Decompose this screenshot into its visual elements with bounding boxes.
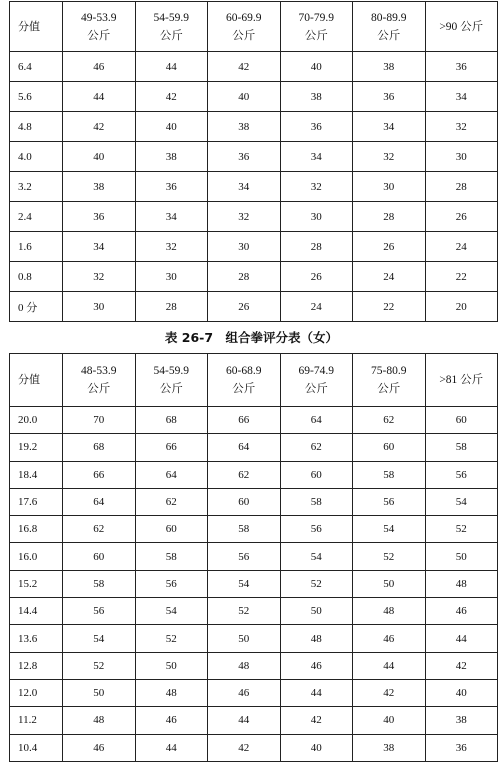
value-cell: 32 bbox=[208, 202, 281, 232]
value-cell: 32 bbox=[135, 232, 208, 262]
score-cell: 0 分 bbox=[10, 292, 63, 322]
column-header-weight bbox=[135, 2, 208, 52]
value-cell: 36 bbox=[208, 142, 281, 172]
value-cell: 58 bbox=[425, 434, 498, 461]
value-cell: 32 bbox=[280, 172, 353, 202]
score-cell: 1.6 bbox=[10, 232, 63, 262]
header-line: 49-53.9 bbox=[81, 11, 117, 24]
value-cell: 50 bbox=[63, 679, 136, 706]
value-cell: 26 bbox=[425, 202, 498, 232]
value-cell: 52 bbox=[208, 598, 281, 625]
value-cell: 40 bbox=[280, 734, 353, 761]
value-cell: 44 bbox=[135, 734, 208, 761]
value-cell: 50 bbox=[280, 598, 353, 625]
column-header-weight bbox=[353, 354, 426, 407]
table-row bbox=[10, 625, 498, 652]
value-cell: 28 bbox=[280, 232, 353, 262]
value-cell: 60 bbox=[135, 516, 208, 543]
value-cell: 32 bbox=[425, 112, 498, 142]
table-row bbox=[10, 82, 498, 112]
value-cell: 22 bbox=[353, 292, 426, 322]
value-cell: 48 bbox=[135, 679, 208, 706]
score-cell: 18.4 bbox=[10, 461, 63, 488]
column-header-weight bbox=[63, 2, 136, 52]
value-cell: 44 bbox=[280, 679, 353, 706]
value-cell: 58 bbox=[353, 461, 426, 488]
value-cell: 50 bbox=[353, 570, 426, 597]
value-cell: 38 bbox=[425, 707, 498, 734]
value-cell: 36 bbox=[135, 172, 208, 202]
value-cell: 64 bbox=[135, 461, 208, 488]
value-cell: 34 bbox=[353, 112, 426, 142]
column-header-weight bbox=[425, 2, 498, 52]
value-cell: 54 bbox=[353, 516, 426, 543]
value-cell: 34 bbox=[425, 82, 498, 112]
score-table-female bbox=[9, 353, 498, 762]
value-cell: 62 bbox=[135, 488, 208, 515]
value-cell: 40 bbox=[63, 142, 136, 172]
table-body bbox=[10, 407, 498, 762]
score-cell: 19.2 bbox=[10, 434, 63, 461]
table-row bbox=[10, 461, 498, 488]
value-cell: 38 bbox=[353, 734, 426, 761]
table-body bbox=[10, 52, 498, 322]
value-cell: 62 bbox=[280, 434, 353, 461]
header-line: 公斤 bbox=[304, 383, 328, 395]
score-table-top bbox=[9, 1, 498, 322]
value-cell: 60 bbox=[208, 488, 281, 515]
header-line: 75-80.9 bbox=[371, 365, 407, 377]
column-header-weight bbox=[135, 354, 208, 407]
value-cell: 64 bbox=[63, 488, 136, 515]
column-header-weight bbox=[425, 354, 498, 407]
header-line: 分值 bbox=[18, 374, 40, 386]
value-cell: 38 bbox=[135, 142, 208, 172]
header-line: 分值 bbox=[18, 20, 40, 33]
table-row bbox=[10, 652, 498, 679]
value-cell: 64 bbox=[280, 407, 353, 434]
header-line: 80-89.9 bbox=[371, 11, 407, 24]
score-cell: 11.2 bbox=[10, 707, 63, 734]
table-row bbox=[10, 172, 498, 202]
value-cell: 30 bbox=[280, 202, 353, 232]
value-cell: 48 bbox=[353, 598, 426, 625]
value-cell: 26 bbox=[208, 292, 281, 322]
value-cell: 28 bbox=[353, 202, 426, 232]
column-header-weight bbox=[353, 2, 426, 52]
value-cell: 30 bbox=[353, 172, 426, 202]
column-header-weight bbox=[208, 2, 281, 52]
value-cell: 40 bbox=[353, 707, 426, 734]
table-caption: 表 26-7 组合拳评分表（女） bbox=[164, 330, 339, 345]
value-cell: 52 bbox=[135, 625, 208, 652]
value-cell: 42 bbox=[425, 652, 498, 679]
table-row bbox=[10, 112, 498, 142]
table-row bbox=[10, 232, 498, 262]
table-row bbox=[10, 707, 498, 734]
column-header-weight bbox=[63, 354, 136, 407]
value-cell: 58 bbox=[280, 488, 353, 515]
header-line: 60-68.9 bbox=[226, 365, 262, 377]
value-cell: 44 bbox=[208, 707, 281, 734]
value-cell: 68 bbox=[135, 407, 208, 434]
value-cell: 38 bbox=[208, 112, 281, 142]
value-cell: 56 bbox=[353, 488, 426, 515]
header-line: 公斤 bbox=[377, 383, 401, 395]
value-cell: 60 bbox=[425, 407, 498, 434]
score-cell: 12.8 bbox=[10, 652, 63, 679]
value-cell: 58 bbox=[208, 516, 281, 543]
value-cell: 46 bbox=[280, 652, 353, 679]
score-cell: 5.6 bbox=[10, 82, 63, 112]
value-cell: 54 bbox=[280, 543, 353, 570]
table-row bbox=[10, 570, 498, 597]
value-cell: 56 bbox=[135, 570, 208, 597]
header-line: >90 公斤 bbox=[439, 20, 484, 33]
value-cell: 50 bbox=[425, 543, 498, 570]
header-line: 54-59.9 bbox=[153, 11, 189, 24]
value-cell: 46 bbox=[208, 679, 281, 706]
header-line: 公斤 bbox=[232, 29, 256, 42]
value-cell: 34 bbox=[135, 202, 208, 232]
value-cell: 32 bbox=[353, 142, 426, 172]
value-cell: 44 bbox=[63, 82, 136, 112]
score-cell: 16.0 bbox=[10, 543, 63, 570]
column-header-weight bbox=[280, 2, 353, 52]
value-cell: 52 bbox=[63, 652, 136, 679]
value-cell: 68 bbox=[63, 434, 136, 461]
column-header-weight bbox=[208, 354, 281, 407]
value-cell: 34 bbox=[63, 232, 136, 262]
header-line: >81 公斤 bbox=[439, 374, 484, 386]
value-cell: 38 bbox=[280, 82, 353, 112]
value-cell: 28 bbox=[135, 292, 208, 322]
table-row bbox=[10, 292, 498, 322]
value-cell: 42 bbox=[63, 112, 136, 142]
score-cell: 3.2 bbox=[10, 172, 63, 202]
value-cell: 28 bbox=[208, 262, 281, 292]
value-cell: 42 bbox=[353, 679, 426, 706]
value-cell: 60 bbox=[63, 543, 136, 570]
score-cell: 12.0 bbox=[10, 679, 63, 706]
value-cell: 62 bbox=[353, 407, 426, 434]
value-cell: 46 bbox=[425, 598, 498, 625]
value-cell: 30 bbox=[135, 262, 208, 292]
score-cell: 15.2 bbox=[10, 570, 63, 597]
value-cell: 66 bbox=[63, 461, 136, 488]
value-cell: 46 bbox=[63, 52, 136, 82]
value-cell: 32 bbox=[63, 262, 136, 292]
value-cell: 60 bbox=[353, 434, 426, 461]
value-cell: 66 bbox=[135, 434, 208, 461]
value-cell: 40 bbox=[208, 82, 281, 112]
table-row bbox=[10, 516, 498, 543]
header-line: 69-74.9 bbox=[298, 365, 334, 377]
value-cell: 42 bbox=[280, 707, 353, 734]
value-cell: 24 bbox=[280, 292, 353, 322]
value-cell: 52 bbox=[425, 516, 498, 543]
value-cell: 30 bbox=[425, 142, 498, 172]
value-cell: 38 bbox=[353, 52, 426, 82]
value-cell: 46 bbox=[63, 734, 136, 761]
value-cell: 24 bbox=[425, 232, 498, 262]
value-cell: 52 bbox=[280, 570, 353, 597]
table-row bbox=[10, 679, 498, 706]
header-line: 60-69.9 bbox=[226, 11, 262, 24]
value-cell: 48 bbox=[208, 652, 281, 679]
table-header bbox=[10, 354, 498, 407]
score-cell: 6.4 bbox=[10, 52, 63, 82]
table-row bbox=[10, 407, 498, 434]
table-row bbox=[10, 434, 498, 461]
score-cell: 4.8 bbox=[10, 112, 63, 142]
value-cell: 22 bbox=[425, 262, 498, 292]
header-line: 公斤 bbox=[377, 29, 401, 42]
table-row bbox=[10, 734, 498, 761]
score-cell: 14.4 bbox=[10, 598, 63, 625]
value-cell: 60 bbox=[280, 461, 353, 488]
value-cell: 54 bbox=[425, 488, 498, 515]
value-cell: 48 bbox=[425, 570, 498, 597]
value-cell: 36 bbox=[280, 112, 353, 142]
value-cell: 48 bbox=[63, 707, 136, 734]
value-cell: 62 bbox=[208, 461, 281, 488]
value-cell: 50 bbox=[208, 625, 281, 652]
value-cell: 44 bbox=[425, 625, 498, 652]
table-row bbox=[10, 52, 498, 82]
value-cell: 28 bbox=[425, 172, 498, 202]
value-cell: 50 bbox=[135, 652, 208, 679]
table-row bbox=[10, 598, 498, 625]
header-line: 公斤 bbox=[159, 383, 183, 395]
value-cell: 48 bbox=[280, 625, 353, 652]
value-cell: 54 bbox=[135, 598, 208, 625]
value-cell: 34 bbox=[208, 172, 281, 202]
table-row bbox=[10, 543, 498, 570]
value-cell: 40 bbox=[135, 112, 208, 142]
value-cell: 20 bbox=[425, 292, 498, 322]
value-cell: 34 bbox=[280, 142, 353, 172]
header-line: 公斤 bbox=[87, 383, 111, 395]
value-cell: 56 bbox=[280, 516, 353, 543]
value-cell: 26 bbox=[280, 262, 353, 292]
value-cell: 44 bbox=[353, 652, 426, 679]
value-cell: 64 bbox=[208, 434, 281, 461]
value-cell: 58 bbox=[135, 543, 208, 570]
header-line: 公斤 bbox=[232, 383, 256, 395]
value-cell: 30 bbox=[63, 292, 136, 322]
value-cell: 54 bbox=[63, 625, 136, 652]
value-cell: 44 bbox=[135, 52, 208, 82]
value-cell: 58 bbox=[63, 570, 136, 597]
header-row bbox=[10, 354, 498, 407]
table-row bbox=[10, 202, 498, 232]
header-line: 公斤 bbox=[87, 29, 111, 42]
value-cell: 70 bbox=[63, 407, 136, 434]
score-cell: 13.6 bbox=[10, 625, 63, 652]
score-cell: 4.0 bbox=[10, 142, 63, 172]
value-cell: 46 bbox=[135, 707, 208, 734]
table-row bbox=[10, 488, 498, 515]
value-cell: 24 bbox=[353, 262, 426, 292]
value-cell: 30 bbox=[208, 232, 281, 262]
column-header-score bbox=[10, 2, 63, 52]
table-row bbox=[10, 142, 498, 172]
score-cell: 17.6 bbox=[10, 488, 63, 515]
header-line: 70-79.9 bbox=[298, 11, 334, 24]
value-cell: 36 bbox=[63, 202, 136, 232]
value-cell: 54 bbox=[208, 570, 281, 597]
value-cell: 42 bbox=[208, 52, 281, 82]
value-cell: 42 bbox=[135, 82, 208, 112]
value-cell: 56 bbox=[208, 543, 281, 570]
value-cell: 26 bbox=[353, 232, 426, 262]
header-line: 公斤 bbox=[159, 29, 183, 42]
value-cell: 42 bbox=[208, 734, 281, 761]
score-cell: 0.8 bbox=[10, 262, 63, 292]
header-row bbox=[10, 2, 498, 52]
header-line: 公斤 bbox=[304, 29, 328, 42]
value-cell: 52 bbox=[353, 543, 426, 570]
column-header-weight bbox=[280, 354, 353, 407]
value-cell: 66 bbox=[208, 407, 281, 434]
header-line: 54-59.9 bbox=[153, 365, 189, 377]
value-cell: 46 bbox=[353, 625, 426, 652]
score-cell: 2.4 bbox=[10, 202, 63, 232]
column-header-score bbox=[10, 354, 63, 407]
value-cell: 38 bbox=[63, 172, 136, 202]
value-cell: 40 bbox=[425, 679, 498, 706]
value-cell: 36 bbox=[353, 82, 426, 112]
value-cell: 62 bbox=[63, 516, 136, 543]
value-cell: 56 bbox=[425, 461, 498, 488]
value-cell: 40 bbox=[280, 52, 353, 82]
score-cell: 10.4 bbox=[10, 734, 63, 761]
header-line: 48-53.9 bbox=[81, 365, 117, 377]
value-cell: 56 bbox=[63, 598, 136, 625]
value-cell: 36 bbox=[425, 734, 498, 761]
value-cell: 36 bbox=[425, 52, 498, 82]
score-cell: 16.8 bbox=[10, 516, 63, 543]
table-row bbox=[10, 262, 498, 292]
score-cell: 20.0 bbox=[10, 407, 63, 434]
table-header bbox=[10, 2, 498, 52]
